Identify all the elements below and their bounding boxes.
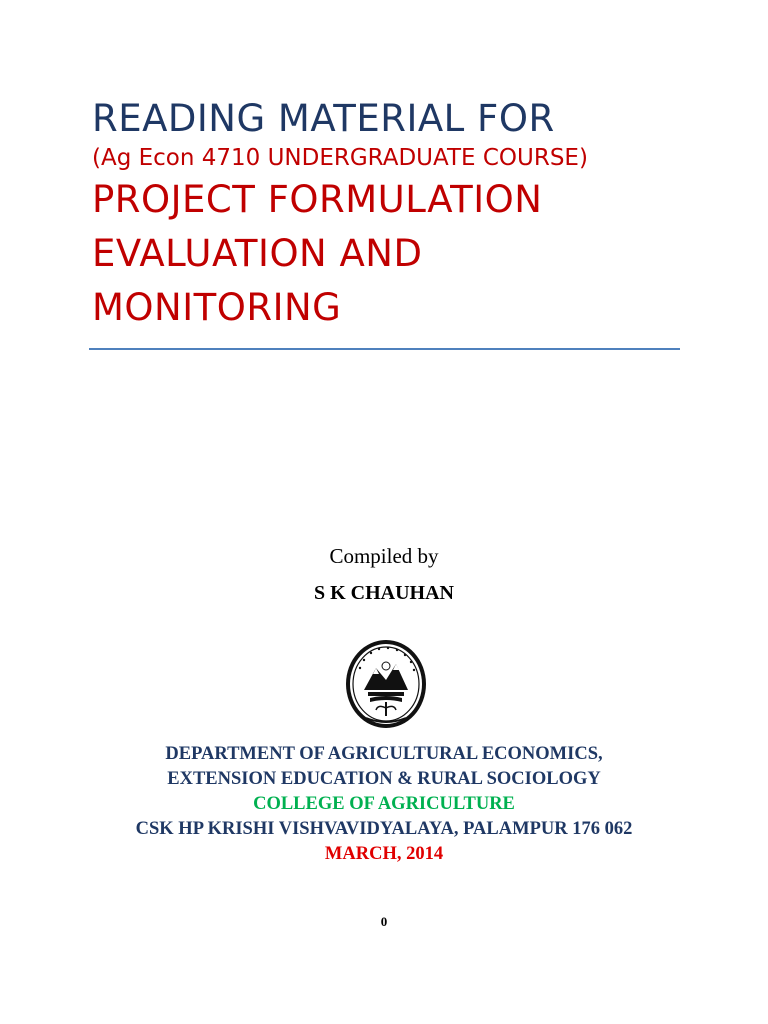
institution-block xyxy=(0,742,768,867)
department-line-2: EXTENSION EDUCATION & RURAL SOCIOLOGY xyxy=(167,769,601,789)
subject-line-2: EVALUATION AND xyxy=(92,232,423,275)
title-heading: READING MATERIAL FOR xyxy=(92,97,555,140)
course-code: (Ag Econ 4710 UNDERGRADUATE COURSE) xyxy=(92,145,588,171)
college-name: COLLEGE OF AGRICULTURE xyxy=(253,794,515,814)
university-seal-icon xyxy=(344,638,428,730)
subject-line-1: PROJECT FORMULATION xyxy=(92,178,543,221)
author-name: S K CHAUHAN xyxy=(313,582,454,604)
subject-line-3: MONITORING xyxy=(92,286,342,329)
department-line-1: DEPARTMENT OF AGRICULTURAL ECONOMICS, xyxy=(165,744,603,764)
publication-date: MARCH, 2014 xyxy=(324,844,444,864)
title-block xyxy=(92,96,692,335)
compiled-by-label: Compiled by xyxy=(329,544,439,568)
university-address: CSK HP KRISHI VISHVAVIDYALAYA, PALAMPUR 176 062 xyxy=(135,819,633,839)
page-number: 0 xyxy=(380,914,388,929)
title-divider xyxy=(89,348,680,350)
